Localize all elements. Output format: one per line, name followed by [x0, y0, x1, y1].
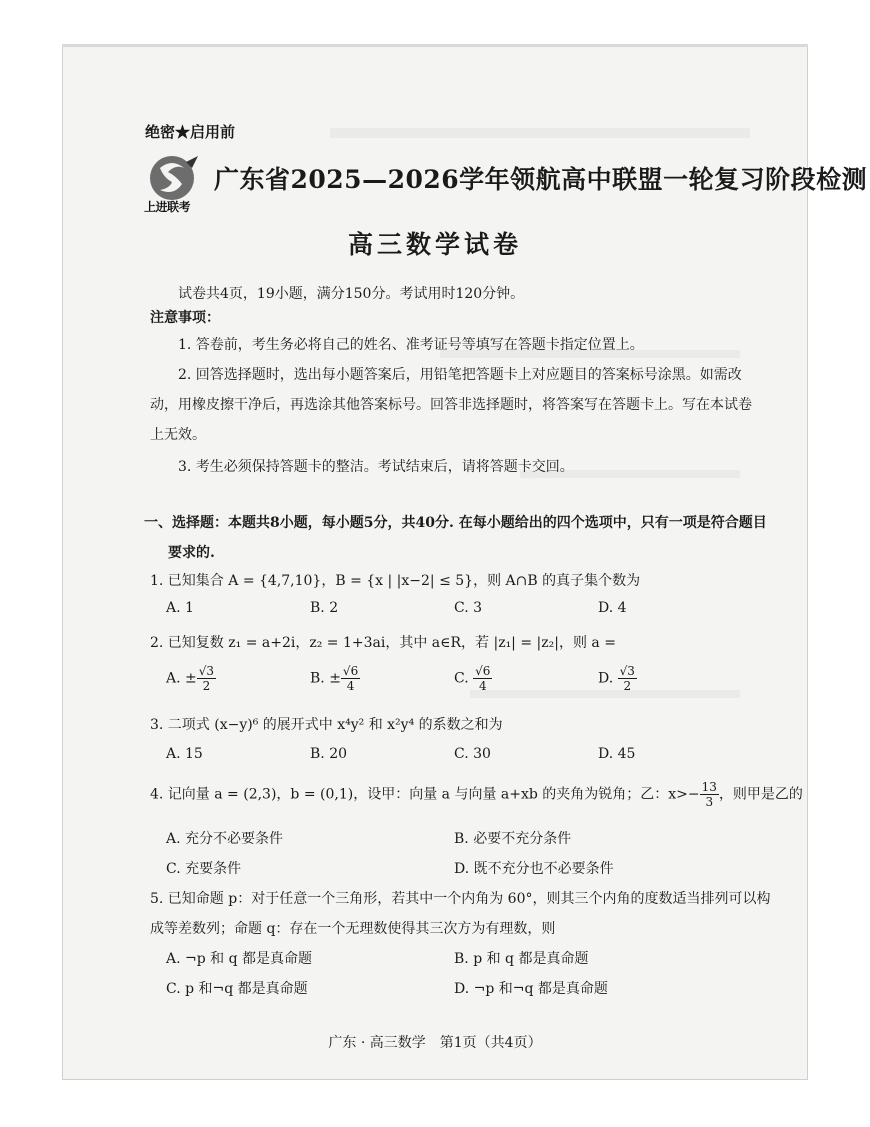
- section-heading-line-2: 要求的.: [168, 545, 215, 561]
- q4-option-c: C. 充要条件: [166, 861, 242, 877]
- question-5-line-2: 成等差数列；命题 q：存在一个无理数使得其三次方为有理数，则: [150, 921, 556, 937]
- section-heading-line-1: 一、选择题：本题共8小题，每小题5分，共40分. 在每小题给出的四个选项中，只有一项是符合题目: [144, 515, 767, 531]
- page-footer: 广东 · 高三数学 第1页（共4页）: [328, 1035, 542, 1051]
- q2-option-d-prefix: D.: [598, 670, 618, 687]
- q4-option-a: A. 充分不必要条件: [166, 831, 284, 847]
- q2-option-d: [598, 664, 637, 693]
- q2-option-b: [310, 664, 360, 693]
- q2-option-c: [454, 664, 492, 693]
- q1-option-b: B. 2: [310, 600, 339, 616]
- note-2-line-3: 上无效。: [150, 427, 206, 443]
- q5-option-c: C. p 和¬q 都是真命题: [166, 981, 308, 997]
- note-1: 1. 答卷前，考生务必将自己的姓名、准考证号等填写在答题卡指定位置上。: [178, 337, 644, 353]
- q1-option-d: D. 4: [598, 600, 627, 616]
- question-4-stem-end: ，则甲是乙的: [718, 786, 803, 803]
- question-4-fraction-denominator: 3: [705, 795, 714, 809]
- q2-option-c-numerator: √6: [475, 664, 491, 678]
- q3-option-a: A. 15: [166, 746, 203, 762]
- q2-option-c-denominator: 4: [478, 679, 487, 693]
- question-4-stem: [150, 780, 803, 809]
- question-3-stem: 3. 二项式 (x−y)⁶ 的展开式中 x⁴y² 和 x²y⁴ 的系数之和为: [150, 717, 503, 733]
- q2-option-d-denominator: 2: [623, 679, 632, 693]
- q5-option-a: A. ¬p 和 q 都是真命题: [166, 951, 313, 967]
- question-4-stem-start: 4. 记向量 a = (2,3)，b = (0,1)，设甲：向量 a 与向量 a+xb 的夹角为锐角；乙：x>−: [150, 786, 700, 803]
- exam-title: 广东省2025—2026学年领航高中联盟一轮复习阶段检测: [214, 165, 868, 194]
- publisher-logo-text: 上进联考: [144, 200, 191, 214]
- q2-option-b-numerator: √6: [342, 664, 359, 678]
- q2-option-a-denominator: 2: [202, 679, 211, 693]
- question-2-stem: 2. 已知复数 z₁ = a+2i，z₂ = 1+3ai，其中 a∈R，若 |z₁| = |z₂|，则 a =: [150, 635, 616, 651]
- q5-option-b: B. p 和 q 都是真命题: [454, 951, 589, 967]
- q2-option-a-numerator: √3: [198, 664, 215, 678]
- notes-heading: 注意事项：: [150, 310, 220, 326]
- q3-option-d: D. 45: [598, 746, 636, 762]
- q5-option-d: D. ¬p 和¬q 都是真命题: [454, 981, 608, 997]
- exam-subtitle: 高三数学试卷: [347, 230, 522, 259]
- note-3: 3. 考生必须保持答题卡的整洁。考试结束后，请将答题卡交回。: [178, 459, 574, 475]
- q1-option-c: C. 3: [454, 600, 483, 616]
- q3-option-c: C. 30: [454, 746, 491, 762]
- note-2-line-1: 2. 回答选择题时，选出每小题答案后，用铅笔把答题卡上对应题目的答案标号涂黑。如需改: [178, 367, 742, 383]
- q4-option-b: B. 必要不充分条件: [454, 831, 572, 847]
- question-4-fraction-numerator: 13: [701, 780, 717, 794]
- q2-option-b-denominator: 4: [346, 679, 355, 693]
- q4-option-d: D. 既不充分也不必要条件: [454, 861, 614, 877]
- exam-intro: 试卷共4页，19小题，满分150分。考试用时120分钟。: [178, 286, 525, 302]
- question-1-stem: 1. 已知集合 A = {4,7,10}，B = {x | |x−2| ≤ 5}，则 A∩B 的真子集个数为: [150, 573, 641, 589]
- q1-option-a: A. 1: [166, 600, 194, 616]
- q2-option-c-prefix: C.: [454, 670, 474, 687]
- confidential-label: 绝密★启用前: [145, 123, 236, 141]
- question-5-line-1: 5. 已知命题 p：对于任意一个三角形，若其中一个内角为 60°，则其三个内角的度数适当排列可以构: [150, 891, 771, 907]
- q2-option-b-prefix: B. ±: [310, 670, 341, 687]
- q2-option-a: [166, 664, 216, 693]
- q3-option-b: B. 20: [310, 746, 348, 762]
- q2-option-d-numerator: √3: [619, 664, 635, 678]
- q2-option-a-prefix: A. ±: [166, 670, 197, 687]
- note-2-line-2: 动，用橡皮擦干净后，再选涂其他答案标号。回答非选择题时，将答案写在答题卡上。写在本试卷: [150, 397, 752, 413]
